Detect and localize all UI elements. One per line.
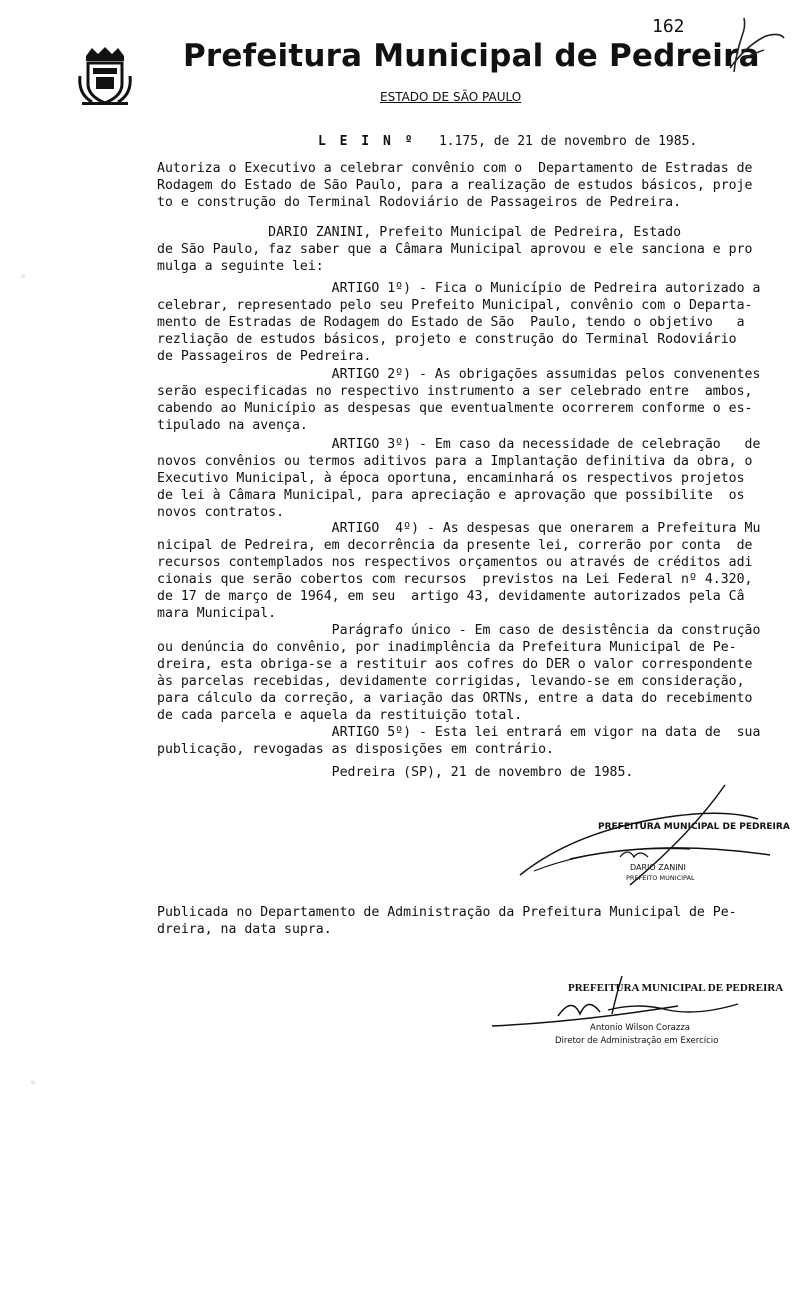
mayor-signature-icon [510, 775, 780, 890]
law-number-date: 1.175, de 21 de novembro de 1985. [438, 134, 698, 149]
text-line: ARTIGO 2º) - As obrigações assumidas pelos convenentes [157, 367, 761, 382]
text-line: ou denúncia do convênio, por inadimplência da Prefeitura Municipal de Pe- [157, 640, 737, 655]
text-line: dreira, esta obriga-se a restituir aos cofres do DER o valor correspondente [157, 657, 753, 672]
sole-paragraph [157, 622, 761, 724]
text-line: DARIO ZANINI, Prefeito Municipal de Pedreira, Estado [157, 225, 682, 240]
text-line: publicação, revogadas as disposições em contrário. [157, 742, 554, 757]
text-line: de 17 de março de 1964, em seu artigo 43, devidamente autorizados pela Câ [157, 589, 745, 604]
text-line: ARTIGO 4º) - As despesas que onerarem a Prefeitura Mu [157, 521, 761, 536]
text-line: recursos contemplados nos respectivos orçamentos ou através de créditos adi [157, 555, 753, 570]
text-line: dreira, na data supra. [157, 922, 332, 937]
signature-stamp-text: PREFEITURA MUNICIPAL DE PEDREIRA [568, 982, 784, 994]
text-line: mulga a seguinte lei: [157, 259, 324, 274]
text-line: Parágrafo único - Em caso de desistência da construção [157, 623, 761, 638]
text-line: para cálculo da correção, a variação das ORTNs, entre a data do recebimento [157, 691, 753, 706]
text-line: celebrar, representado pelo seu Prefeito Municipal, convênio com o Departa- [157, 298, 753, 313]
text-line: ARTIGO 5º) - Esta lei entrará em vigor na data de sua [157, 725, 761, 740]
text-line: mento de Estradas de Rodagem do Estado de São Paulo, tendo o objetivo a [157, 315, 745, 330]
text-line: nicipal de Pedreira, em decorrência da presente lei, correrão por conta de [157, 538, 753, 553]
text-line: cionais que serão cobertos com recursos previstos na Lei Federal nº 4.320, [157, 572, 753, 587]
law-summary [157, 160, 757, 211]
article-5 [157, 724, 761, 758]
article-3 [157, 436, 761, 521]
scan-speck: ◦ [20, 272, 27, 283]
law-label: L E I N º [318, 134, 416, 149]
text-line: rezliação de estudos básicos, projeto e construção do Terminal Rodoviário [157, 332, 737, 347]
signatory-role: PREFEITO MUNICIPAL [626, 874, 695, 882]
text-line: tipulado na avença. [157, 418, 308, 433]
text-line: cabendo ao Município as despesas que eventualmente ocorrerem conforme o es- [157, 401, 753, 416]
document-title: Prefeitura Municipal de Pedreira [183, 38, 760, 74]
text-line: serão especificadas no respectivo instrumento a ser celebrado entre ambos, [157, 384, 753, 399]
text-line: de lei à Câmara Municipal, para apreciação e aprovação que possibilite os [157, 488, 745, 503]
article-1 [157, 280, 761, 365]
article-2 [157, 366, 761, 434]
preamble [157, 224, 757, 275]
text-line: mara Municipal. [157, 606, 277, 621]
page-number: 162 [652, 16, 685, 37]
text-line: novos contratos. [157, 505, 285, 520]
text-line: de cada parcela e aquela da restituição total. [157, 708, 523, 723]
text-line: ARTIGO 3º) - Em caso da necessidade de celebração de [157, 437, 761, 452]
text-line: Publicada no Departamento de Administração da Prefeitura Municipal de Pe- [157, 905, 737, 920]
signatory-role: Diretor de Administração em Exercício [555, 1036, 719, 1046]
text-line: Executivo Municipal, à época oportuna, encaminhará os respectivos projetos [157, 471, 745, 486]
signatory-name: DARIO ZANINI [630, 863, 686, 872]
handwritten-mark-icon [722, 14, 792, 84]
signatory-name: Antonio Wilson Corazza [590, 1023, 691, 1033]
state-subtitle: ESTADO DE SÃO PAULO [380, 90, 522, 104]
text-line: to e construção do Terminal Rodoviário de Passageiros de Pedreira. [157, 195, 682, 210]
text-line: de Passageiros de Pedreira. [157, 349, 372, 364]
municipal-crest-icon [78, 46, 132, 106]
text-line: de São Paulo, faz saber que a Câmara Municipal aprovou e ele sanciona e pro [157, 242, 753, 257]
law-number [318, 134, 697, 149]
text-line: às parcelas recebidas, devidamente corrigidas, levando-se em consideração, [157, 674, 745, 689]
text-line: Autoriza o Executivo a celebrar convênio com o Departamento de Estradas de [157, 161, 753, 176]
article-4 [157, 520, 761, 622]
text-line: novos convênios ou termos aditivos para a Implantação definitiva da obra, o [157, 454, 753, 469]
text-line: ARTIGO 1º) - Fica o Município de Pedreira autorizado a [157, 281, 761, 296]
scan-speck: ◦ [30, 1078, 37, 1089]
text-line: Rodagem do Estado de São Paulo, para a realização de estudos básicos, proje [157, 178, 753, 193]
publication-note [157, 904, 757, 938]
signature-stamp-text: PREFEITURA MUNICIPAL DE PEDREIRA [598, 822, 790, 832]
text-line: Pedreira (SP), 21 de novembro de 1985. [157, 765, 634, 780]
